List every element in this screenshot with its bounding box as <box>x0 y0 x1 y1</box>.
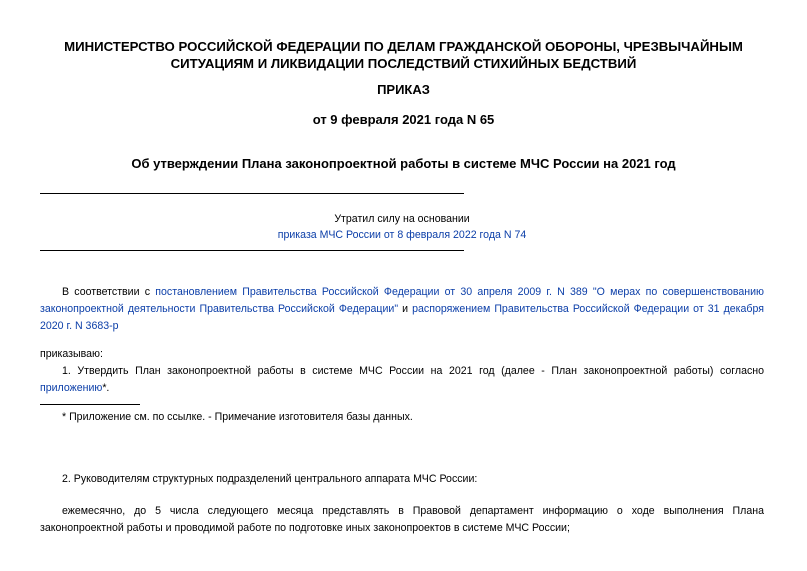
footnote-separator <box>40 404 140 405</box>
item-1-text: 1. Утвердить План законопроектной работы в системе МЧС России на 2021 год (далее - План законопроектной работы) согласно <box>62 365 764 377</box>
ministry-heading: МИНИСТЕРСТВО РОССИЙСКОЙ ФЕДЕРАЦИИ ПО ДЕЛАМ ГРАЖДАНСКОЙ ОБОРОНЫ, ЧРЕЗВЫЧАЙНЫМ СИТУАЦИЯМ И ЛИКВИДАЦИИ ПОСЛЕДСТВИЙ СТИХИЙНЫХ БЕДСТВИЙ <box>64 39 743 71</box>
repeal-note-line <box>40 229 764 241</box>
repeal-note: Утратил силу на основании <box>334 213 470 225</box>
government-order-link[interactable]: распоряжением Правительства Российской Федерации от 31 декабря 2020 г. N 3683-р <box>40 303 764 332</box>
repeal-order-link[interactable]: приказа МЧС России от 8 февраля 2022 года N 74 <box>277 229 527 241</box>
document-title: Об утверждении Плана законопроектной работы в системе МЧС России на 2021 год <box>131 156 676 171</box>
order-word: приказываю: <box>40 348 103 360</box>
government-decree-link[interactable]: постановлением Правительства Российской Федерации от 30 апреля 2009 г. N 389 "О мерах по совершенствованию законопроектной деятельности Правительства Российской Федерации" <box>40 286 765 315</box>
preamble-paragraph <box>40 284 764 335</box>
item-1-paragraph <box>40 363 764 397</box>
preamble-middle: и <box>398 303 413 315</box>
item-1-suffix: *. <box>102 382 110 394</box>
divider-top <box>40 193 464 194</box>
item-2-paragraph: 2. Руководителям структурных подразделений центрального аппарата МЧС России: <box>62 473 478 485</box>
footnote: * Приложение см. по ссылке. - Примечание изготовителя базы данных. <box>62 411 413 423</box>
order-date-number: от 9 февраля 2021 года N 65 <box>312 112 495 127</box>
appendix-link[interactable]: приложению <box>40 382 103 394</box>
document-type: ПРИКАЗ <box>377 82 430 97</box>
preamble-intro: В соответствии с <box>62 286 156 298</box>
divider-bottom <box>40 250 464 251</box>
item-2-text: ежемесячно, до 5 числа следующего месяца представлять в Правовой департамент информацию о ходе выполнения Плана законопроектной работы и проводимой работе по подготовке иных законопроектов в системе МЧС России; <box>40 505 764 534</box>
